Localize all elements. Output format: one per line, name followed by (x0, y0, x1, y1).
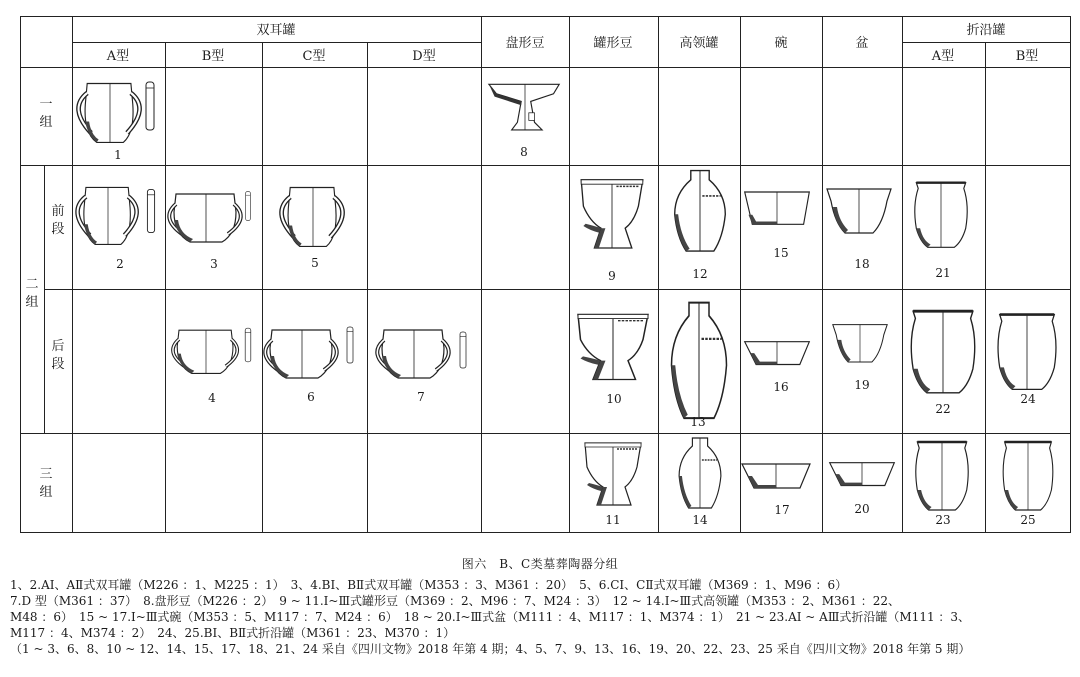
vessel-20-drawing (830, 463, 895, 486)
vessel-10-drawing (578, 314, 648, 379)
row-label-g2-front: 前段 (51, 204, 65, 237)
vessel-14-drawing (679, 438, 721, 508)
header-panxingdou: 盘形豆 (505, 36, 545, 51)
vessel-number: 3 (210, 257, 218, 271)
vessel-number: 23 (935, 513, 951, 527)
row-label-g2-back: 后段 (51, 339, 65, 372)
vessel-21-drawing (915, 183, 967, 248)
vessel-number: 7 (417, 390, 425, 404)
subheader-zheyan-a: A型 (931, 49, 955, 64)
vessel-number: 2 (116, 257, 124, 271)
caption-line: M48 ：6） 15 ~ 17.Ⅰ~Ⅲ式碗（M353 ：5、M117 ：7、M24 ：6） 18 ~ 20.Ⅰ~Ⅲ式盆（M111 ：4、M117 ：1、M374 ：1） 21 ~ 23.AⅠ ~ AⅢ式折沿罐（M111 ：3、 (10, 610, 971, 624)
vessel-number: 16 (773, 380, 789, 394)
vessel-number: 17 (774, 503, 790, 517)
subheader-b: B型 (201, 49, 225, 64)
vessel-number: 21 (935, 266, 951, 280)
caption-line: 1、2.AⅠ、AⅡ式双耳罐（M226 ：1、M225 ：1） 3、4.BⅠ、BⅡ式双耳罐（M353 ：3、M361 ：20） 5、6.CⅠ、CⅡ式双耳罐（M369 ：1、M96 ：6） (10, 578, 848, 592)
vessel-23-drawing (916, 442, 968, 510)
header-zheyanguan: 折沿罐 (966, 23, 1006, 38)
vessel-13-drawing (672, 303, 727, 419)
vessel-number: 22 (935, 402, 951, 416)
vessel-8-drawing (489, 84, 559, 130)
subheader-a: A型 (106, 49, 130, 64)
vessel-16-drawing (745, 342, 810, 365)
vessel-number: 12 (692, 267, 708, 281)
vessel-number: 15 (773, 246, 789, 260)
vessel-22-drawing (911, 311, 974, 393)
vessel-number: 4 (208, 391, 216, 405)
header-gaolingguan: 高领罐 (679, 36, 719, 51)
header-pen: 盆 (855, 36, 869, 51)
vessel-7-handle-drawing (460, 332, 466, 368)
vessel-number: 1 (114, 148, 122, 162)
vessel-3-drawing (169, 194, 240, 242)
caption-line: 7.D 型（M361 ：37） 8.盘形豆（M226 ：2） 9 ~ 11.Ⅰ~Ⅲ式罐形豆（M369 ：2、M96 ：7、M24 ：3） 12 ~ 14.Ⅰ~Ⅲ式高领罐（M353 ：2、M361 ：22、 (10, 594, 900, 608)
vessel-4-drawing (173, 330, 237, 373)
subheader-zheyan-b: B型 (1015, 49, 1039, 64)
vessel-number: 8 (520, 145, 528, 159)
vessel-2-handle-drawing (147, 189, 154, 232)
vessel-4-handle-drawing (245, 328, 251, 362)
caption-title: 图六 B、C类墓葬陶器分组 (461, 557, 619, 571)
vessel-5-drawing (282, 188, 343, 247)
vessel-24-drawing (998, 315, 1056, 390)
vessel-number: 10 (606, 392, 622, 406)
vessel-11-drawing (585, 443, 641, 505)
vessel-number: 19 (854, 378, 870, 392)
vessel-number: 25 (1020, 513, 1036, 527)
vessel-19-drawing (833, 325, 887, 362)
subheader-d: D型 (412, 49, 436, 64)
vessel-number: 14 (692, 513, 708, 527)
header-guanxingdou: 罐形豆 (593, 36, 633, 51)
vessel-25-drawing (1003, 442, 1053, 510)
row-label-g1: 一组 (39, 97, 53, 130)
row-label-g2: 二组 (25, 277, 39, 310)
vessel-number: 18 (854, 257, 870, 271)
vessel-2-drawing (78, 187, 137, 244)
vessel-6-handle-drawing (347, 327, 353, 363)
vessel-3-handle-drawing (246, 192, 251, 221)
subheader-c: C型 (302, 49, 326, 64)
vessel-number: 20 (854, 502, 870, 516)
caption-line: （1 ~ 3、6、8、10 ~ 12、14、15、17、18、21、24 采自《四川文物》2018 年第 4 期；4、5、7、9、13、16、19、20、22、23、25 采自《四川文物》2018 年第 5 期） (10, 642, 971, 656)
row-label-g3: 三组 (39, 467, 53, 500)
vessel-number: 6 (307, 390, 315, 404)
vessel-number: 11 (605, 513, 621, 527)
vessel-number: 24 (1020, 392, 1036, 406)
caption-line: M117 ：4、M374 ：2） 24、25.BⅠ、BⅡ式折沿罐（M361 ：23、M370 ：1） (10, 626, 456, 640)
header-wan: 碗 (774, 36, 788, 51)
header-shuangerguan: 双耳罐 (256, 23, 296, 38)
vessel-6-drawing (265, 330, 336, 378)
vessel-17-drawing (742, 464, 810, 488)
vessel-15-drawing (745, 192, 810, 224)
vessel-number: 9 (608, 269, 616, 283)
vessel-number: 5 (311, 256, 319, 270)
vessel-9-drawing (581, 180, 643, 248)
figure-caption (0, 555, 1080, 657)
vessel-1-drawing (79, 84, 140, 143)
vessel-number: 13 (690, 415, 706, 429)
vessel-drawings (78, 82, 1056, 510)
vessel-12-drawing (675, 171, 726, 252)
vessel-1-handle-drawing (146, 82, 154, 130)
vessel-18-drawing (827, 189, 891, 233)
vessel-7-drawing (377, 330, 448, 378)
